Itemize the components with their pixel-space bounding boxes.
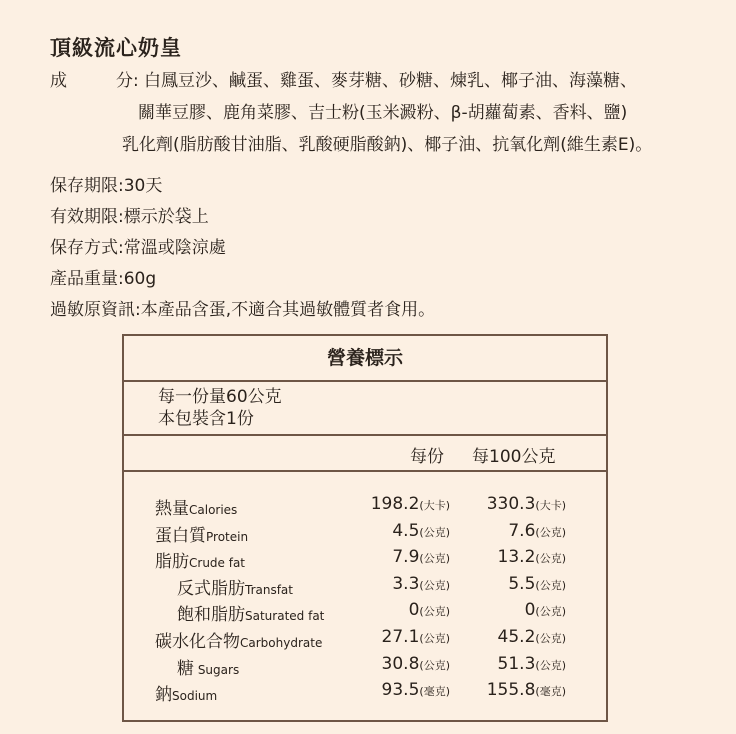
info-row-shelf-life xyxy=(50,175,435,206)
nutrient-name xyxy=(155,494,237,519)
value-unit: (公克) xyxy=(419,525,450,539)
value-number: 4.5 xyxy=(392,520,420,541)
nutrient-name-en: Sugars xyxy=(194,662,240,677)
value-per-serving xyxy=(371,494,450,514)
value-per-100g xyxy=(508,521,566,541)
product-title: 頂級流心奶皇 xyxy=(50,36,182,60)
table-row xyxy=(124,521,606,548)
nutrition-heading: 營養標示 xyxy=(124,336,606,382)
info-value: 30天 xyxy=(123,176,163,196)
value-per-serving xyxy=(382,654,450,674)
ingredients-line-3: 乳化劑(脂肪酸甘油脂、乳酸硬脂酸鈉)、椰子油、抗氧化劑(維生素E)。 xyxy=(122,135,653,155)
nutrient-name-zh: 糖 xyxy=(177,658,194,679)
value-number: 0 xyxy=(408,600,420,621)
info-label: 保存方式: xyxy=(50,238,124,258)
value-per-100g xyxy=(487,680,566,700)
info-value: 標示於袋上 xyxy=(123,207,209,227)
serving-size: 每一份量60公克 xyxy=(158,387,282,407)
value-number: 27.1 xyxy=(381,626,420,647)
value-per-serving xyxy=(409,600,450,620)
value-unit: (大卡) xyxy=(419,499,450,512)
nutrient-name-zh: 熱量 xyxy=(155,499,189,519)
table-row xyxy=(124,600,606,627)
value-per-serving xyxy=(382,680,450,700)
info-label: 保存期限: xyxy=(50,176,124,196)
info-value: 常溫或陰涼處 xyxy=(123,238,226,258)
col-per-100g: 每100公克 xyxy=(472,447,556,467)
nutrient-name-zh: 碳水化合物 xyxy=(155,631,240,652)
info-label: 過敏原資訊: xyxy=(50,300,141,320)
nutrient-name-zh: 反式脂肪 xyxy=(177,578,245,599)
info-label: 有效期限: xyxy=(50,207,124,227)
value-number: 155.8 xyxy=(486,680,536,701)
value-per-serving xyxy=(382,627,450,647)
value-unit: (大卡) xyxy=(535,499,566,512)
value-number: 30.8 xyxy=(381,653,420,674)
value-number: 330.3 xyxy=(486,494,536,514)
value-unit: (公克) xyxy=(419,605,450,619)
value-number: 7.9 xyxy=(392,547,420,568)
ingredients-label xyxy=(50,70,144,92)
value-number: 51.3 xyxy=(497,653,536,674)
nutrient-name-en: Protein xyxy=(206,529,249,544)
ingredients-section xyxy=(50,70,730,166)
ingredients-line-1 xyxy=(50,70,730,102)
value-per-100g xyxy=(498,654,566,674)
value-per-serving xyxy=(392,547,450,567)
table-row xyxy=(124,654,606,681)
value-unit: (公克) xyxy=(419,552,450,566)
value-number: 198.2 xyxy=(370,494,420,514)
nutrient-name-en: Calories xyxy=(189,503,238,517)
value-per-serving xyxy=(392,574,450,594)
nutrient-name xyxy=(155,680,217,705)
value-per-100g xyxy=(508,574,566,594)
nutrient-name-en: Carbohydrate xyxy=(240,635,323,650)
ingredients-label-char-1: 成 xyxy=(50,71,67,91)
col-per-serving: 每份 xyxy=(410,447,444,467)
value-unit: (公克) xyxy=(535,605,566,619)
nutrient-name xyxy=(177,654,239,679)
info-row-storage xyxy=(50,237,435,268)
nutrient-name-zh: 飽和脂肪 xyxy=(177,605,245,626)
value-unit: (公克) xyxy=(419,631,450,645)
nutrient-name xyxy=(155,521,248,546)
info-row-allergen xyxy=(50,299,435,330)
nutrient-name-zh: 鈉 xyxy=(155,685,172,706)
value-unit: (公克) xyxy=(535,631,566,645)
table-row xyxy=(124,574,606,601)
value-per-100g xyxy=(525,600,566,620)
value-unit: (公克) xyxy=(535,578,566,592)
value-number: 3.3 xyxy=(392,573,420,594)
value-per-100g xyxy=(498,627,566,647)
nutrition-rows xyxy=(124,472,606,707)
info-row-weight xyxy=(50,268,435,299)
value-number: 0 xyxy=(524,600,536,621)
nutrient-name-zh: 蛋白質 xyxy=(155,525,206,546)
ingredients-line-2: 關華豆膠、鹿角菜膠、吉士粉(玉米澱粉、β-胡蘿蔔素、香料、鹽) xyxy=(138,103,628,123)
nutrient-name-en: Transfat xyxy=(245,582,293,597)
nutrient-name xyxy=(155,627,322,652)
table-row xyxy=(124,547,606,574)
value-number: 45.2 xyxy=(497,626,536,647)
info-value: 60g xyxy=(123,269,157,289)
nutrient-name xyxy=(177,600,324,625)
ingredients-text-1: 白鳳豆沙、鹹蛋、雞蛋、麥芽糖、砂糖、煉乳、椰子油、海藻糖、 xyxy=(144,71,637,91)
table-row xyxy=(124,494,606,521)
product-info xyxy=(50,175,435,330)
value-unit: (公克) xyxy=(535,658,566,672)
info-value: 本產品含蛋,不適合其過敏體質者食用。 xyxy=(140,300,436,320)
value-per-serving xyxy=(392,521,450,541)
value-number: 93.5 xyxy=(381,680,420,701)
value-unit: (公克) xyxy=(419,658,450,672)
column-headers xyxy=(124,436,606,472)
nutrient-name xyxy=(177,574,293,599)
table-row xyxy=(124,627,606,654)
ingredients-label-char-2: 分: xyxy=(116,71,139,91)
value-number: 13.2 xyxy=(497,547,536,568)
value-unit: (毫克) xyxy=(419,685,450,699)
info-label: 產品重量: xyxy=(50,269,124,289)
value-number: 7.6 xyxy=(508,520,536,541)
value-unit: (毫克) xyxy=(535,685,566,699)
nutrient-name-zh: 脂肪 xyxy=(155,552,189,573)
nutrient-name xyxy=(155,547,245,572)
value-per-100g xyxy=(487,494,566,514)
value-unit: (公克) xyxy=(535,525,566,539)
value-per-100g xyxy=(498,547,566,567)
serving-info xyxy=(124,382,606,436)
nutrient-name-en: Saturated fat xyxy=(245,609,325,624)
nutrient-name-en: Sodium xyxy=(172,689,218,704)
table-row xyxy=(124,680,606,707)
value-unit: (公克) xyxy=(419,578,450,592)
value-number: 5.5 xyxy=(508,573,536,594)
nutrition-facts-table xyxy=(122,334,608,722)
value-unit: (公克) xyxy=(535,552,566,566)
servings-per-pack: 本包裝含1份 xyxy=(158,409,254,429)
nutrient-name-en: Crude fat xyxy=(189,556,246,571)
info-row-expiry xyxy=(50,206,435,237)
